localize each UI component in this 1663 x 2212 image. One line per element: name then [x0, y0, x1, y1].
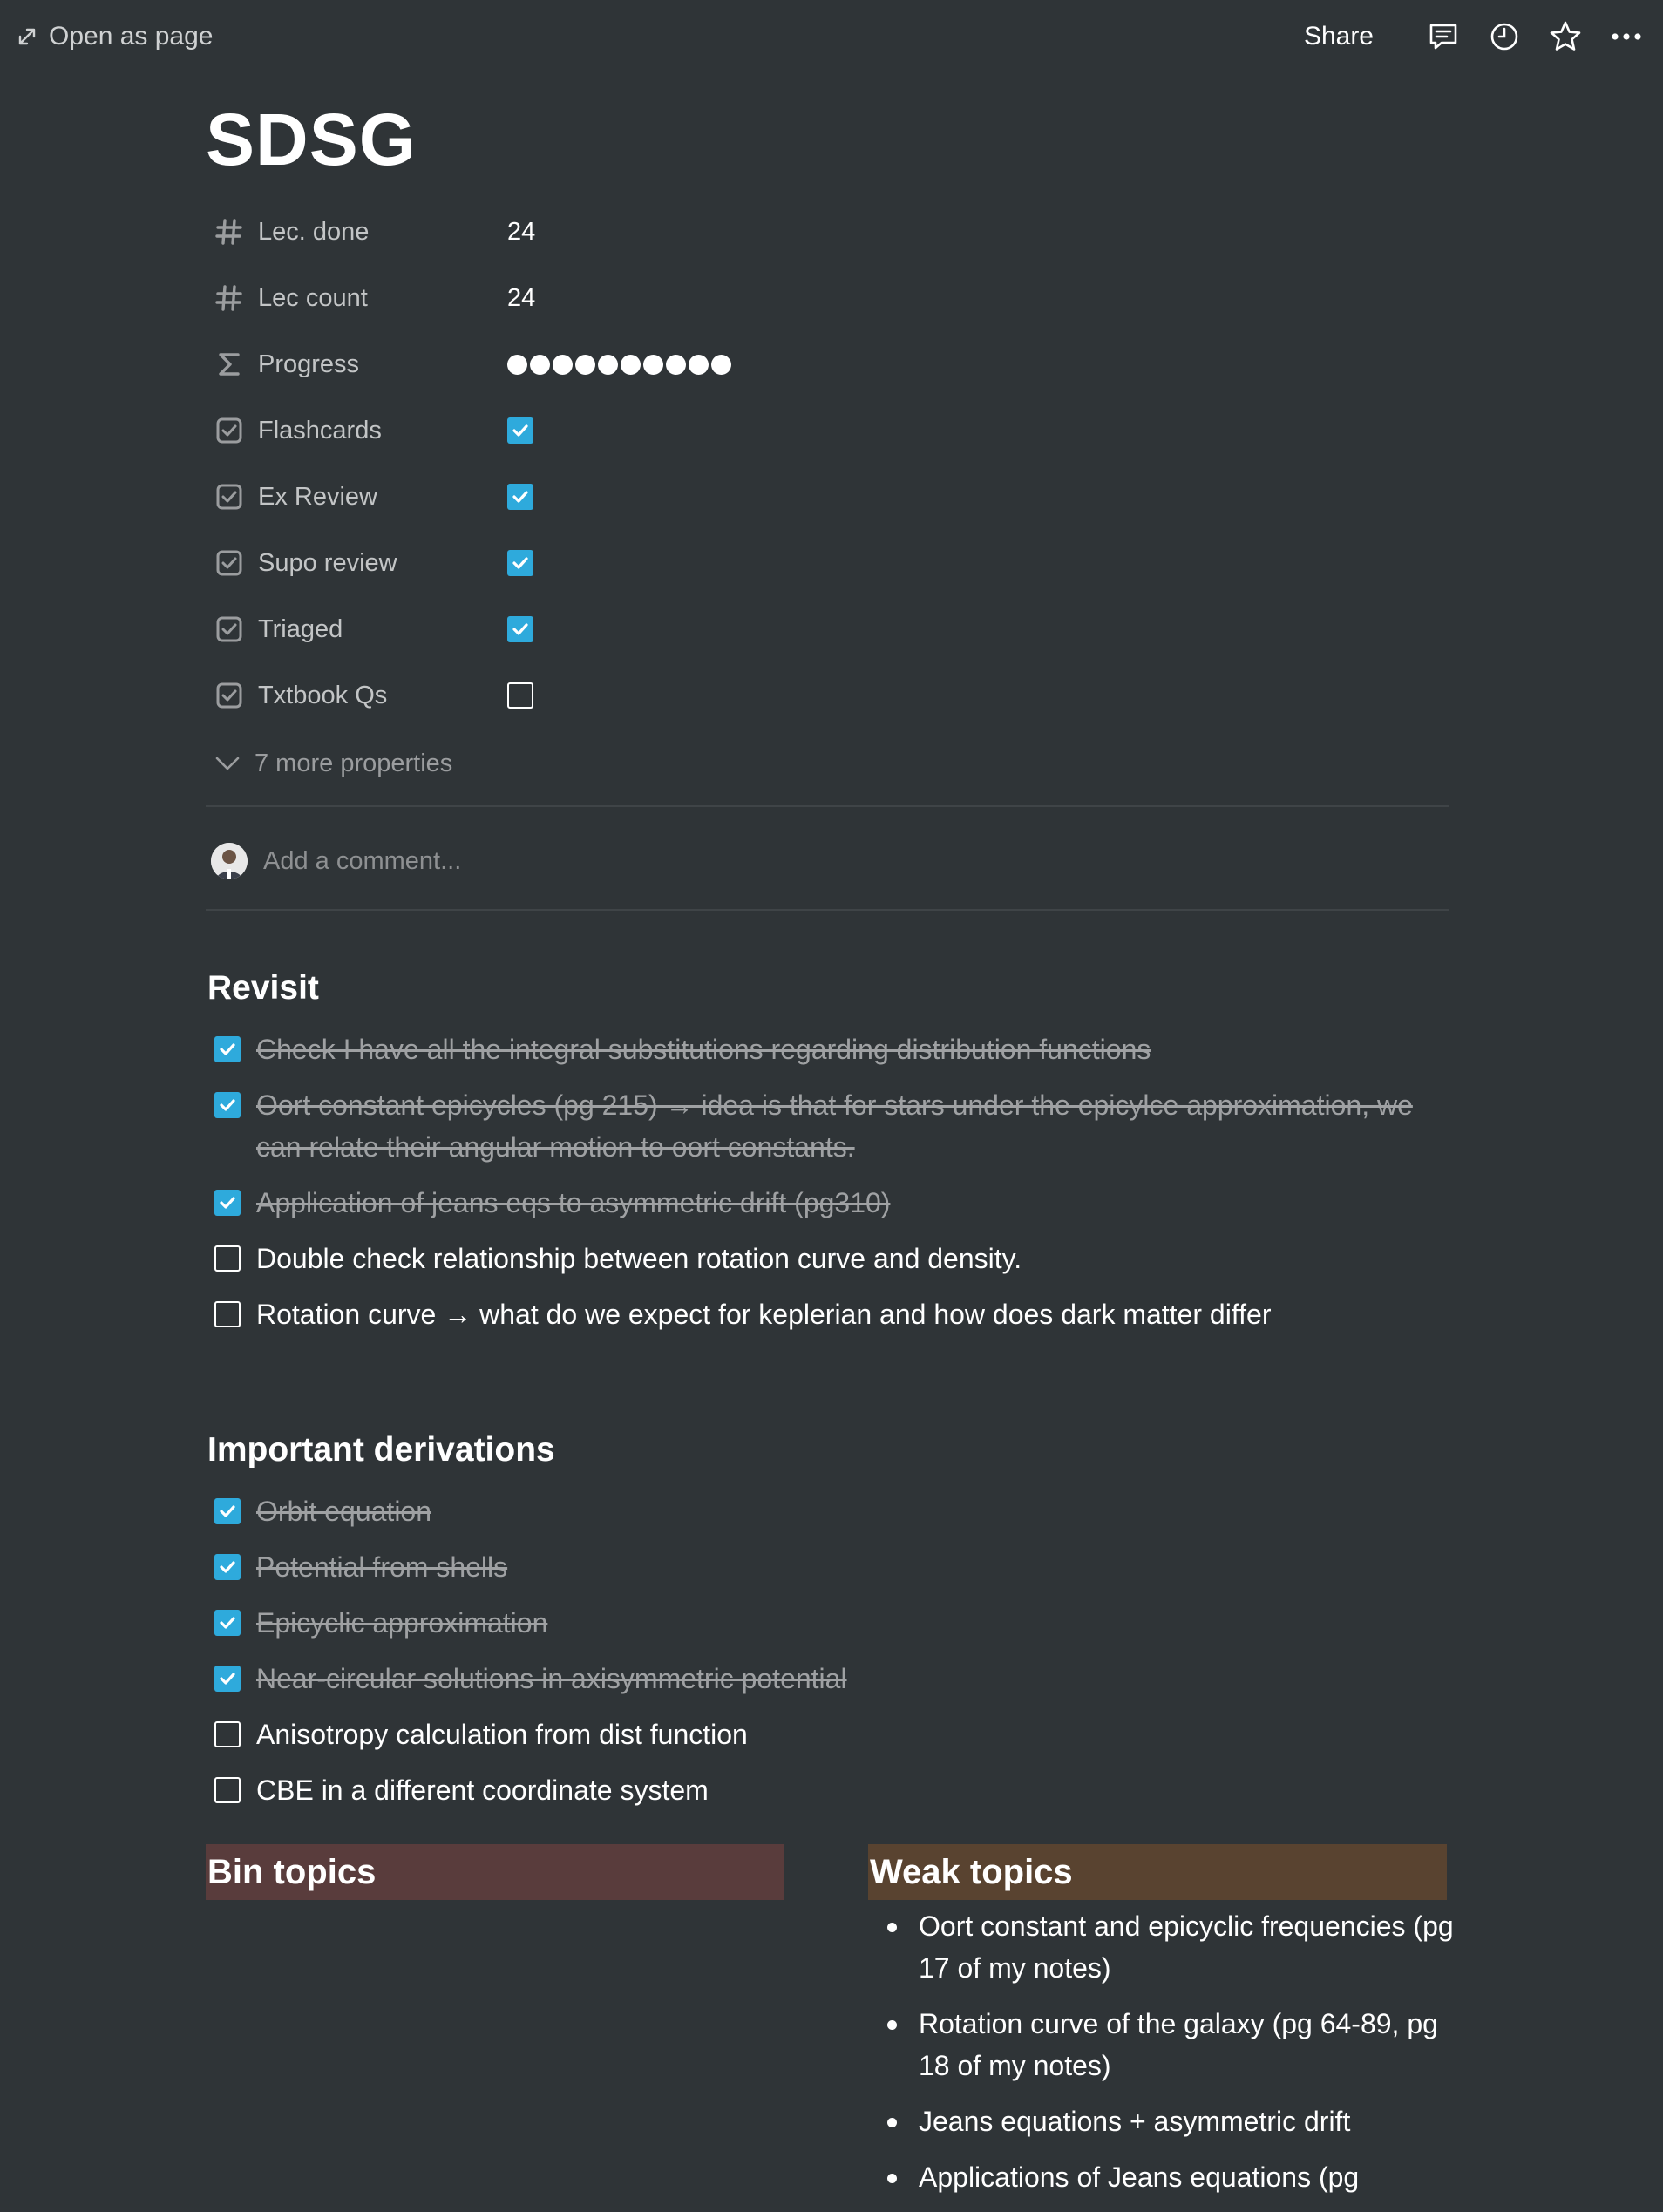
- property-supo-review[interactable]: [214, 542, 533, 584]
- todo-text[interactable]: Application of jeans eqs to asymmetric drift (pg310): [256, 1187, 891, 1218]
- property-flashcards[interactable]: [214, 410, 533, 451]
- todo-checkbox[interactable]: [214, 1036, 241, 1062]
- todo-item: [214, 1713, 1452, 1755]
- todo-checkbox[interactable]: [214, 1554, 241, 1580]
- property-label: Triaged: [258, 614, 343, 643]
- todo-item: [214, 1028, 1452, 1070]
- property-txtbook-qs[interactable]: [214, 675, 533, 716]
- property-value[interactable]: 24: [507, 283, 536, 312]
- property-label: Progress: [258, 349, 360, 378]
- progress-dot: [689, 355, 709, 375]
- derivations-heading: Important derivations: [207, 1431, 555, 1469]
- property-lec-done[interactable]: [214, 211, 535, 253]
- todo-text[interactable]: Rotation curve → what do we expect for keplerian and how does dark matter differ: [256, 1299, 1272, 1330]
- todo-text[interactable]: Check I have all the integral substitutions regarding distribution functions: [256, 1034, 1151, 1065]
- progress-value[interactable]: [507, 355, 734, 375]
- revisit-heading: Revisit: [207, 969, 319, 1007]
- todo-item: [214, 1546, 1452, 1588]
- todo-checkbox[interactable]: [214, 1721, 241, 1747]
- todo-item: [214, 1293, 1452, 1335]
- progress-dot: [666, 355, 686, 375]
- todo-item: [214, 1238, 1452, 1279]
- comment-icon[interactable]: [1422, 16, 1464, 58]
- todo-checkbox[interactable]: [214, 1301, 241, 1327]
- property-value[interactable]: 24: [507, 217, 536, 246]
- property-label: Lec count: [258, 283, 368, 312]
- chevron-down-icon: [214, 755, 241, 772]
- todo-text[interactable]: Anisotropy calculation from dist function: [256, 1719, 748, 1750]
- progress-dot: [643, 355, 663, 375]
- comment-bar[interactable]: [211, 840, 461, 882]
- property-label: Txtbook Qs: [258, 681, 388, 709]
- divider: [206, 805, 1449, 807]
- page-title[interactable]: SDSG: [206, 98, 417, 180]
- todo-checkbox[interactable]: [214, 1498, 241, 1524]
- progress-dot: [553, 355, 573, 375]
- open-as-page-button[interactable]: [17, 17, 213, 56]
- todo-checkbox[interactable]: [214, 1190, 241, 1216]
- property-ex-review[interactable]: [214, 476, 533, 518]
- share-button[interactable]: Share: [1303, 22, 1374, 51]
- more-icon[interactable]: [1605, 16, 1647, 58]
- todo-checkbox[interactable]: [214, 1092, 241, 1118]
- sigma-icon: [214, 349, 244, 379]
- todo-text[interactable]: Potential from shells: [256, 1551, 508, 1583]
- bin-topics-heading: [206, 1844, 784, 1900]
- todo-checkbox[interactable]: [214, 1245, 241, 1272]
- property-label: Supo review: [258, 548, 397, 577]
- bin-topics-title: Bin topics: [207, 1852, 377, 1891]
- history-icon[interactable]: [1483, 16, 1525, 58]
- todo-item: [214, 1769, 1452, 1811]
- expand-icon: [17, 27, 37, 46]
- todo-text[interactable]: Orbit equation: [256, 1496, 432, 1527]
- progress-dot: [530, 355, 550, 375]
- comment-input[interactable]: Add a comment...: [263, 846, 462, 875]
- flashcards-checkbox[interactable]: [507, 417, 533, 444]
- top-actions: [1304, 16, 1647, 58]
- weak-topics-title: Weak topics: [870, 1852, 1073, 1891]
- todo-item: [214, 1602, 1452, 1644]
- todo-text[interactable]: Double check relationship between rotation curve and density.: [256, 1243, 1022, 1274]
- checkbox-prop-icon: [214, 681, 244, 710]
- property-progress[interactable]: [214, 343, 734, 385]
- todo-text[interactable]: Near-circular solutions in axisymmetric potential: [256, 1663, 847, 1694]
- todo-item: [214, 1490, 1452, 1532]
- ex-review-checkbox[interactable]: [507, 484, 533, 510]
- checkbox-prop-icon: [214, 482, 244, 512]
- property-label: Lec. done: [258, 217, 370, 246]
- divider: [206, 909, 1449, 911]
- property-label: Ex Review: [258, 482, 377, 511]
- star-icon[interactable]: [1544, 16, 1586, 58]
- property-label: Flashcards: [258, 416, 382, 444]
- number-icon: [214, 283, 244, 313]
- todo-item: [214, 1182, 1452, 1224]
- checkbox-prop-icon: [214, 548, 244, 578]
- todo-checkbox[interactable]: [214, 1777, 241, 1803]
- more-properties-toggle[interactable]: [214, 743, 452, 784]
- progress-dot: [621, 355, 641, 375]
- progress-dots: [507, 355, 734, 375]
- list-item[interactable]: Jeans equations + asymmetric drift: [879, 2100, 1454, 2142]
- progress-dot: [711, 355, 731, 375]
- todo-checkbox[interactable]: [214, 1666, 241, 1692]
- triaged-checkbox[interactable]: [507, 616, 533, 642]
- todo-text[interactable]: CBE in a different coordinate system: [256, 1774, 709, 1806]
- txtbook-qs-checkbox[interactable]: [507, 682, 533, 709]
- list-item[interactable]: Applications of Jeans equations (pg: [879, 2156, 1454, 2198]
- progress-dot: [575, 355, 595, 375]
- property-triaged[interactable]: [214, 608, 533, 650]
- checkbox-prop-icon: [214, 614, 244, 644]
- property-lec-count[interactable]: [214, 277, 535, 319]
- top-bar: [0, 0, 1663, 73]
- weak-topics-heading: [868, 1844, 1447, 1900]
- todo-item: [214, 1658, 1452, 1700]
- progress-dot: [598, 355, 618, 375]
- avatar: [211, 843, 248, 879]
- supo-review-checkbox[interactable]: [507, 550, 533, 576]
- number-icon: [214, 217, 244, 247]
- todo-checkbox[interactable]: [214, 1610, 241, 1636]
- weak-topics-list: [879, 1905, 1454, 2212]
- todo-text[interactable]: Oort constant epicycles (pg 215) → idea is that for stars under the epicylce approximation, we can relate their angular motion to oort constants.: [256, 1089, 1413, 1163]
- list-item[interactable]: Rotation curve of the galaxy (pg 64-89, pg 18 of my notes): [879, 2003, 1454, 2086]
- progress-dot: [507, 355, 527, 375]
- list-item[interactable]: Oort constant and epicyclic frequencies (pg 17 of my notes): [879, 1905, 1454, 1989]
- todo-text[interactable]: Epicyclic approximation: [256, 1607, 548, 1639]
- more-properties-label: 7 more properties: [255, 749, 453, 777]
- checkbox-prop-icon: [214, 416, 244, 445]
- todo-item: [214, 1084, 1452, 1168]
- open-as-page-label: Open as page: [49, 22, 214, 51]
